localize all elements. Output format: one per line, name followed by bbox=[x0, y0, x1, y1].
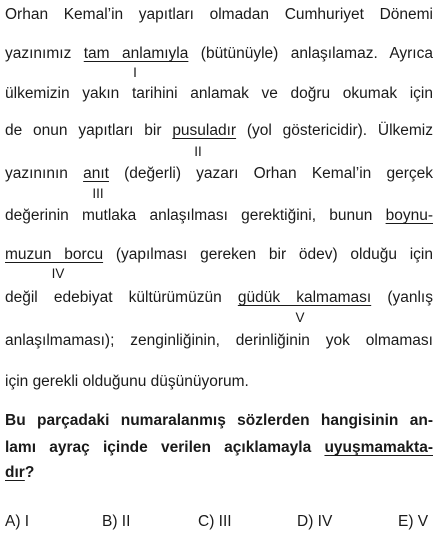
option-c[interactable]: C) III bbox=[198, 513, 232, 530]
option-b[interactable]: B) II bbox=[102, 513, 131, 530]
passage-line-6 bbox=[5, 206, 433, 226]
passage-line-5 bbox=[5, 164, 433, 184]
question-emphasis-a: uyuşmamakta- bbox=[324, 439, 433, 456]
passage-line-3: ülkemizin yakın tarihini anlamak ve doğru okumak için bbox=[5, 85, 433, 102]
passage-line-10: için gerekli olduğunu düşünüyorum. bbox=[5, 373, 249, 390]
text: (değerli) yazarı Orhan Kemal’in gerçek bbox=[108, 165, 433, 182]
text: değerinin mutlaka anlaşılması gerektiğini, bunun bbox=[5, 207, 386, 224]
marker-3: III bbox=[92, 186, 104, 201]
underlined-phrase-2: pusuladır bbox=[172, 122, 237, 139]
text: ? bbox=[24, 464, 35, 481]
underlined-phrase-4a: boynu- bbox=[385, 207, 433, 224]
option-e[interactable]: E) V bbox=[398, 513, 429, 530]
question-line-2 bbox=[5, 437, 433, 459]
underlined-phrase-1: tam anlamıyla bbox=[83, 45, 189, 62]
text: yazınının bbox=[5, 165, 84, 182]
text: (bütünüyle) anlaşılamaz. Ayrıca bbox=[188, 45, 433, 62]
passage-line-1: Orhan Kemal’in yapıtları olmadan Cumhuriyet Dönemi bbox=[5, 6, 433, 23]
underlined-phrase-5: güdük kalmaması bbox=[237, 289, 372, 306]
passage-line-4 bbox=[5, 121, 433, 141]
passage-line-2 bbox=[5, 44, 433, 64]
question-line-3 bbox=[5, 462, 433, 484]
underlined-phrase-4b: muzun borcu bbox=[5, 246, 104, 263]
text: (yol göstericidir). Ülkemiz bbox=[236, 122, 433, 139]
marker-5: V bbox=[295, 310, 305, 325]
marker-4: IV bbox=[51, 266, 65, 281]
marker-1: I bbox=[133, 65, 137, 80]
text: (yanlış bbox=[371, 289, 433, 306]
question-line-1: Bu parçadaki numaralanmış sözlerden hangisinin an- bbox=[5, 412, 433, 429]
passage-line-9: anlaşılmaması); zenginliğinin, derinliğinin yok olmaması bbox=[5, 332, 433, 349]
option-d[interactable]: D) IV bbox=[297, 513, 333, 530]
marker-2: II bbox=[194, 144, 202, 159]
text: yazınımız bbox=[5, 45, 84, 62]
option-a[interactable]: A) I bbox=[5, 513, 30, 530]
passage-line-8 bbox=[5, 288, 433, 308]
text: de onun yapıtları bir bbox=[5, 122, 173, 139]
text: (yapılması gereken bir ödev) olduğu için bbox=[103, 246, 433, 263]
passage-line-7 bbox=[5, 245, 433, 265]
underlined-phrase-3: anıt bbox=[83, 165, 109, 182]
text: lamı ayraç içinde verilen açıklamayla bbox=[5, 439, 325, 456]
question-emphasis-b: dır bbox=[5, 464, 25, 481]
text: değil edebiyat kültürümüzün bbox=[5, 289, 238, 306]
